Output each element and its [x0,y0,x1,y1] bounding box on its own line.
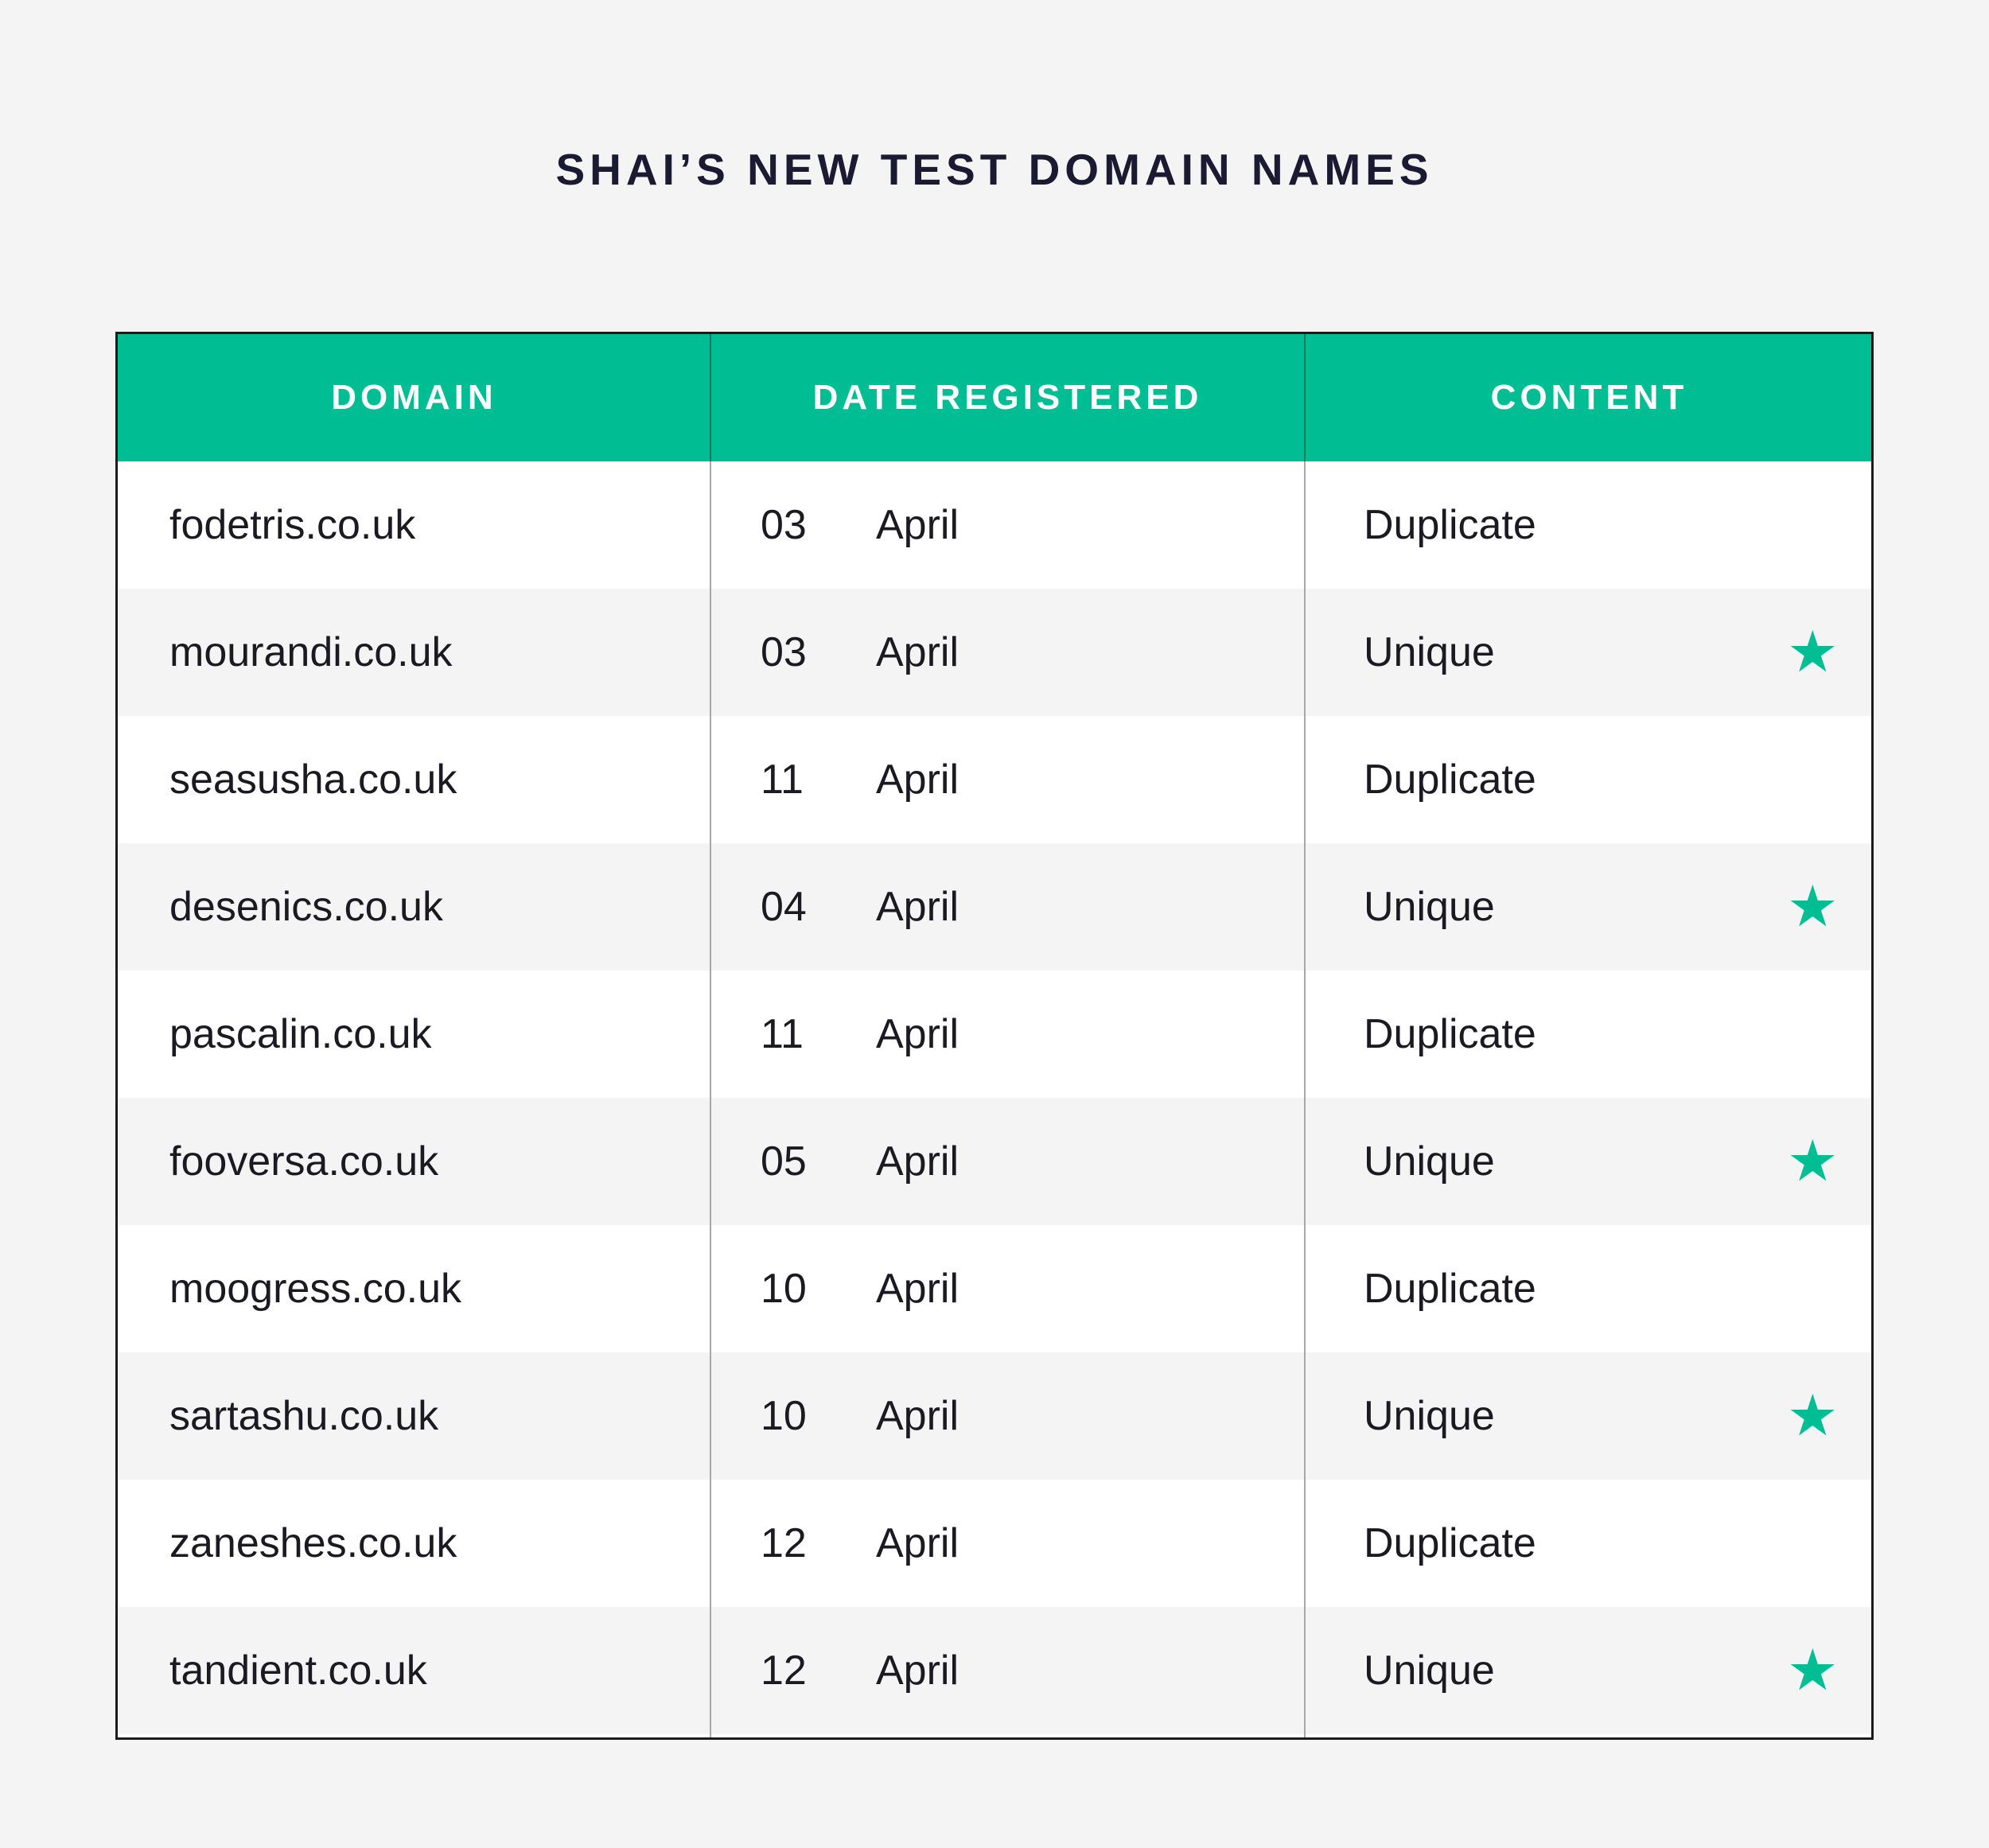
column-header-date-registered: DATE REGISTERED [812,378,1203,417]
domain-cell: sartashu.co.uk [169,1393,439,1439]
content-cell: Duplicate [1364,757,1536,803]
header-divider [1304,334,1306,461]
content-cell: Duplicate [1364,1266,1536,1312]
domain-cell: fooversa.co.uk [169,1138,439,1185]
domain-cell: desenics.co.uk [169,884,443,930]
date-day-cell: 03 [761,502,807,548]
date-month-cell: April [876,502,959,548]
domain-cell: fodetris.co.uk [169,502,416,548]
domain-cell: moogress.co.uk [169,1266,462,1312]
table-row [118,1098,1871,1225]
content-cell: Duplicate [1364,502,1536,548]
table-row [118,1352,1871,1480]
column-divider [1304,334,1306,1737]
date-month-cell: April [876,629,959,675]
content-cell: Unique [1364,1393,1495,1439]
domain-cell: zaneshes.co.uk [169,1520,457,1566]
date-day-cell: 04 [761,884,807,930]
table-row [118,843,1871,971]
table-row [118,589,1871,716]
table-row [118,461,1871,589]
content-cell: Unique [1364,1138,1495,1185]
star-icon: ★ [1787,1130,1839,1193]
date-month-cell: April [876,1011,959,1057]
domain-cell: mourandi.co.uk [169,629,453,675]
date-day-cell: 10 [761,1266,807,1312]
domain-table [115,332,1874,1740]
table-row [118,716,1871,843]
content-cell: Unique [1364,884,1495,930]
content-cell: Unique [1364,629,1495,675]
column-divider [710,334,711,1737]
page-title: SHAI’S NEW TEST DOMAIN NAMES [555,145,1434,194]
date-month-cell: April [876,884,959,930]
date-day-cell: 12 [761,1520,807,1566]
star-icon: ★ [1787,621,1839,684]
date-month-cell: April [876,757,959,803]
star-icon: ★ [1787,875,1839,939]
date-month-cell: April [876,1520,959,1566]
date-day-cell: 11 [761,1011,804,1057]
domain-cell: seasusha.co.uk [169,757,457,803]
table-row [118,1607,1871,1734]
date-month-cell: April [876,1266,959,1312]
date-day-cell: 03 [761,629,807,675]
date-day-cell: 10 [761,1393,807,1439]
date-month-cell: April [876,1393,959,1439]
date-month-cell: April [876,1648,959,1694]
star-icon: ★ [1787,1384,1839,1448]
content-cell: Unique [1364,1648,1495,1694]
domain-cell: tandient.co.uk [169,1648,427,1694]
date-month-cell: April [876,1138,959,1185]
table-row [118,971,1871,1098]
date-day-cell: 05 [761,1138,807,1185]
content-cell: Duplicate [1364,1011,1536,1057]
column-header-domain: DOMAIN [331,378,497,417]
date-day-cell: 12 [761,1648,807,1694]
content-cell: Duplicate [1364,1520,1536,1566]
header-divider [710,334,711,461]
date-day-cell: 11 [761,757,804,803]
table-row [118,1480,1871,1607]
table-header [118,334,1871,461]
table-row [118,1225,1871,1352]
domain-cell: pascalin.co.uk [169,1011,432,1057]
column-header-content: CONTENT [1490,378,1688,417]
star-icon: ★ [1787,1639,1839,1702]
